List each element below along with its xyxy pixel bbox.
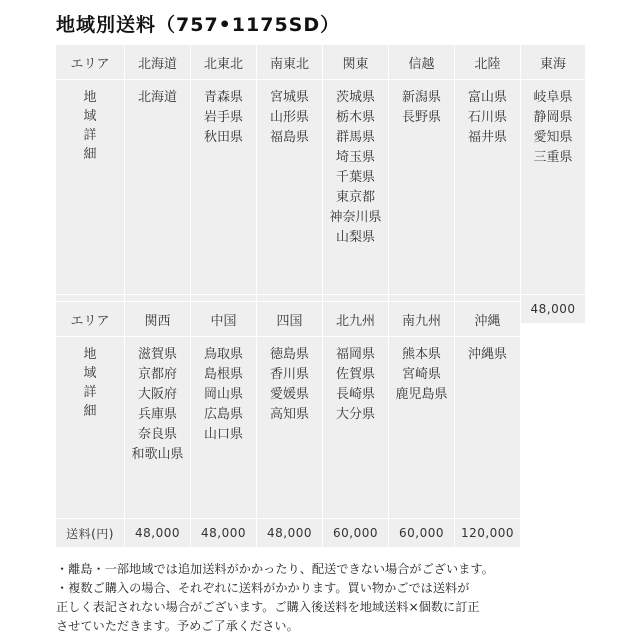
prefecture-name: 茨城県 xyxy=(335,90,375,105)
prefecture-name: 山形県 xyxy=(269,110,309,125)
page-title: 地域別送料（757•1175SD） xyxy=(56,14,341,36)
prefecture-name: 宮城県 xyxy=(269,90,309,105)
region-prefectures xyxy=(521,80,586,295)
prefecture-name: 愛知県 xyxy=(533,130,573,145)
detail-label xyxy=(56,337,125,519)
shipping-table-1 xyxy=(55,44,586,324)
area-label: エリア xyxy=(56,45,125,80)
prefecture-name: 静岡県 xyxy=(533,110,573,125)
region-fee: 48,000 xyxy=(125,519,191,548)
note-line: 正しく表記されない場合がございます。ご購入後送料を地域送料×個数に訂正 xyxy=(56,600,480,614)
prefecture-name: 愛媛県 xyxy=(269,387,309,402)
region-prefectures xyxy=(125,80,191,295)
region-prefectures xyxy=(323,337,389,519)
region-name: 東海 xyxy=(521,45,586,80)
table-detail-row xyxy=(56,337,521,519)
prefecture-name: 熊本県 xyxy=(401,347,441,362)
prefecture-name: 岩手県 xyxy=(203,110,243,125)
prefecture-name: 兵庫県 xyxy=(137,407,177,422)
prefecture-name: 京都府 xyxy=(137,367,177,382)
region-prefectures xyxy=(389,337,455,519)
region-prefectures xyxy=(257,80,323,295)
prefecture-name: 石川県 xyxy=(467,110,507,125)
detail-label xyxy=(56,80,125,295)
prefecture-name: 和歌山県 xyxy=(131,447,184,462)
prefecture-name: 東京都 xyxy=(335,190,375,205)
prefecture-name: 福島県 xyxy=(269,130,309,145)
region-name: 北九州 xyxy=(323,302,389,337)
prefecture-name: 神奈川県 xyxy=(329,210,382,225)
prefecture-name: 三重県 xyxy=(533,150,573,165)
prefecture-name: 大分県 xyxy=(335,407,375,422)
prefecture-name: 千葉県 xyxy=(335,170,375,185)
region-prefectures xyxy=(389,80,455,295)
table-header-row xyxy=(56,45,586,80)
detail-label-char: 地 xyxy=(83,347,97,362)
region-fee: 60,000 xyxy=(323,519,389,548)
shipping-notes xyxy=(56,560,494,636)
region-name: 南九州 xyxy=(389,302,455,337)
detail-label-char: 細 xyxy=(83,404,97,419)
prefecture-name: 秋田県 xyxy=(203,130,243,145)
prefecture-name: 富山県 xyxy=(467,90,507,105)
detail-label-char: 地 xyxy=(83,90,97,105)
region-fee: 48,000 xyxy=(257,519,323,548)
prefecture-name: 北海道 xyxy=(137,90,177,105)
region-prefectures xyxy=(455,337,521,519)
prefecture-name: 島根県 xyxy=(203,367,243,382)
region-name: 四国 xyxy=(257,302,323,337)
fee-label: 送料(円) xyxy=(56,519,125,548)
region-prefectures xyxy=(191,80,257,295)
prefecture-name: 徳島県 xyxy=(269,347,309,362)
region-name: 中国 xyxy=(191,302,257,337)
prefecture-name: 佐賀県 xyxy=(335,367,375,382)
table-header-row xyxy=(56,302,521,337)
prefecture-name: 広島県 xyxy=(203,407,243,422)
prefecture-name: 長崎県 xyxy=(335,387,375,402)
prefecture-name: 奈良県 xyxy=(137,427,177,442)
region-name: 関東 xyxy=(323,45,389,80)
detail-label-char: 細 xyxy=(83,147,97,162)
note-line: ・離島・一部地域では追加送料がかかったり、配送できない場合がございます。 xyxy=(56,562,494,576)
prefecture-name: 長野県 xyxy=(401,110,441,125)
prefecture-name: 山口県 xyxy=(203,427,243,442)
prefecture-name: 鹿児島県 xyxy=(395,387,448,402)
prefecture-name: 青森県 xyxy=(203,90,243,105)
prefecture-name: 岐阜県 xyxy=(533,90,573,105)
prefecture-name: 滋賀県 xyxy=(137,347,177,362)
region-name: 北海道 xyxy=(125,45,191,80)
note-line: ・複数ご購入の場合、それぞれに送料がかかります。買い物かごでは送料が xyxy=(56,581,470,595)
region-prefectures xyxy=(257,337,323,519)
region-fee: 48,000 xyxy=(521,295,586,324)
table-fee-row xyxy=(56,519,521,548)
prefecture-name: 埼玉県 xyxy=(335,150,375,165)
area-label: エリア xyxy=(56,302,125,337)
prefecture-name: 岡山県 xyxy=(203,387,243,402)
region-fee: 60,000 xyxy=(389,519,455,548)
region-name: 南東北 xyxy=(257,45,323,80)
shipping-table-2 xyxy=(55,301,521,548)
region-name: 信越 xyxy=(389,45,455,80)
detail-label-char: 詳 xyxy=(83,128,97,143)
table-detail-row xyxy=(56,80,586,295)
prefecture-name: 鳥取県 xyxy=(203,347,243,362)
prefecture-name: 山梨県 xyxy=(335,230,375,245)
region-fee: 48,000 xyxy=(191,519,257,548)
region-prefectures xyxy=(191,337,257,519)
prefecture-name: 香川県 xyxy=(269,367,309,382)
prefecture-name: 福岡県 xyxy=(335,347,375,362)
region-fee: 120,000 xyxy=(455,519,521,548)
prefecture-name: 宮崎県 xyxy=(401,367,441,382)
region-name: 関西 xyxy=(125,302,191,337)
prefecture-name: 沖縄県 xyxy=(467,347,507,362)
prefecture-name: 栃木県 xyxy=(335,110,375,125)
prefecture-name: 大阪府 xyxy=(137,387,177,402)
detail-label-char: 詳 xyxy=(83,385,97,400)
prefecture-name: 群馬県 xyxy=(335,130,375,145)
region-name: 北陸 xyxy=(455,45,521,80)
detail-label-char: 域 xyxy=(83,366,97,381)
region-prefectures xyxy=(323,80,389,295)
region-prefectures xyxy=(455,80,521,295)
prefecture-name: 福井県 xyxy=(467,130,507,145)
detail-label-char: 域 xyxy=(83,109,97,124)
note-line: させていただきます。予めご了承ください。 xyxy=(56,619,299,633)
region-prefectures xyxy=(125,337,191,519)
prefecture-name: 新潟県 xyxy=(401,90,441,105)
region-name: 沖縄 xyxy=(455,302,521,337)
prefecture-name: 高知県 xyxy=(269,407,309,422)
region-name: 北東北 xyxy=(191,45,257,80)
